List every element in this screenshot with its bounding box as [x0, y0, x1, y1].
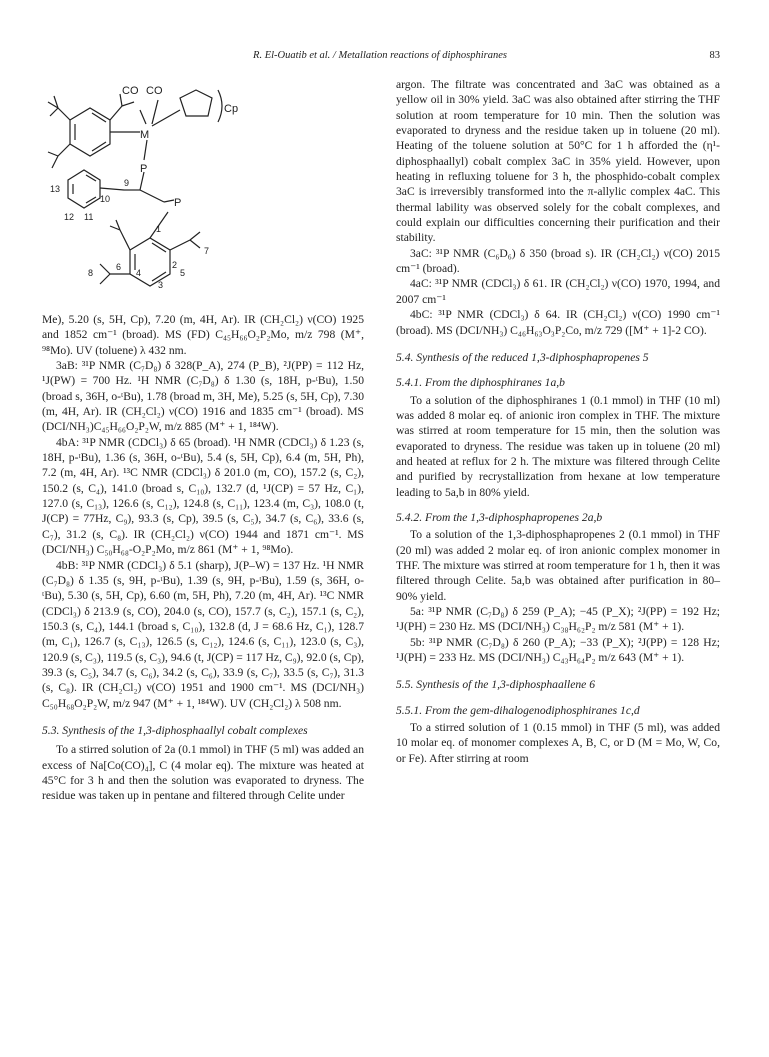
page-header: [40, 50, 720, 66]
paragraph-4bC: 4bC: ³¹P NMR (CDCl₃) δ 64. IR (CH₂Cl₂) ν(CO) 1990 cm⁻¹ (broad). MS (DCI/NH₃) C₄₆H₆₃O₃P₂Co, m/z 729 ([M⁺ + 1]-2 CO).: [396, 308, 720, 337]
atom-number-13: 13: [50, 184, 61, 194]
upper-aryl-ring: [70, 108, 110, 156]
section-heading-5-5: 5.5. Synthesis of the 1,3-diphosphaallene 6: [396, 678, 596, 692]
paragraph-4aC: 4aC: ³¹P NMR (CDCl₃) δ 61. IR (CH₂Cl₂) ν(CO) 1970, 1994, and 2007 cm⁻¹: [396, 277, 720, 306]
right-column: [396, 77, 720, 766]
atom-number-1: 1: [156, 224, 162, 234]
running-title: R. El-Ouatib et al. / Metallation reactions of diphosphiranes: [253, 50, 507, 61]
subsection-5-4-2-body: To a solution of the 1,3-diphosphapropenes 2 (0.1 mmol) in THF (20 ml) was added 2 molar eq. of iron anionic complex monomer in THF. The mixture was stirred at room temperature for 1 h, then it was filtered through Celite. 5a,b was obtained after purification in 80–90% yield.: [396, 528, 720, 603]
paragraph-4bB: 4bB: ³¹P NMR (CDCl₃) δ 5.1 (sharp), J(P–W) = 137 Hz. ¹H NMR (C₇D₈) δ 1.35 (s, 9H, p-ᵗBu), 1.39 (s, 9H, p-ᵗBu), 1.59 (s, 36H, o-ᵗBu), 5.30 (s, 5H, Cp), 6.60 (m, 5H, Ph), 7.20 (m, 4H, Ar). ¹³C NMR (CDCl₃) δ 213.9 (s, CO), 204.0 (s, CO), 157.7 (s, C₂), 157.1 (s, C₂), 150.3 (s, C₄), 144.1 (broad s, C₁₀), 132.8 (d, J = 68.6 Hz, C₁), 128.7 (m, C₁), 126.7 (s, C₁₃), 126.5 (s, C₁₂), 124.6 (s, C₁₁), 123.0 (s, C₃), 120.9 (s, C₃), 119.5 (s, C₃), 94.6 (t, J(CP) = 117 Hz, C₉), 92.0 (s, Cp), 39.3 (s, C₅), 34.7 (s, C₆), 34.2 (s, C₆), 33.9 (s, C₇), 33.5 (s, C₇), 31.3 (s, C₈). IR (CH₂Cl₂) ν(CO) 1951 and 1900 cm⁻¹. MS (DCI/NH₃) C₅₀H₆₈O₂P₂W, m/z 947 (M⁺ + 1, ¹⁸⁴W). UV (CH₂Cl₂) λ 508 nm.: [42, 558, 364, 710]
paragraph-3aC: 3aC: ³¹P NMR (C₆D₆) δ 350 (broad s). IR (CH₂Cl₂) ν(CO) 2015 cm⁻¹ (broad).: [396, 246, 720, 276]
subsection-5-5-1-body: To a stirred solution of 1 (0.15 mmol) in THF (5 ml), was added 10 molar eq. of monomer complexes A, B, C, or D (M = Mo, W, Co, or Fe). After stirring at room: [396, 721, 720, 765]
subsection-heading-5-4-2: 5.4.2. From the 1,3-diphosphapropenes 2a,b: [396, 510, 603, 524]
page-number: 83: [709, 50, 720, 61]
atom-number-8: 8: [88, 268, 94, 278]
cp-ring: [180, 90, 212, 116]
co-label-1: CO: [122, 85, 139, 97]
cp-label: Cp: [224, 103, 239, 115]
atom-number-4: 4: [136, 268, 142, 278]
section-heading-5-3: 5.3. Synthesis of the 1,3-diphosphaallyl cobalt complexes: [42, 723, 308, 737]
paragraph-3aA-continued: Me), 5.20 (s, 5H, Cp), 7.20 (m, 4H, Ar). IR (CH₂Cl₂) ν(CO) 1925 and 1852 cm⁻¹ (broad). MS (FD) C₄₅H₆₆O₂P₂Mo, m/z 798 (M⁺, ⁹⁸Mo). UV (toluene) λ 432 nm.: [42, 313, 364, 357]
atom-number-9: 9: [124, 178, 130, 188]
subsection-heading-5-5-1: 5.5.1. From the gem-dihalogenodiphosphiranes 1c,d: [396, 703, 640, 717]
atom-number-2: 2: [172, 260, 178, 270]
subsection-heading-5-4-1: 5.4.1. From the diphosphiranes 1a,b: [396, 376, 565, 390]
atom-number-3: 3: [158, 280, 164, 290]
subsection-5-4-1-body: To a solution of the diphosphiranes 1 (0.1 mmol) in THF (10 ml) was added 8 molar eq. of anionic iron complex in THF. The mixture was stirred at room temperature for 15 min, then the solution was evaporated to dryness. The residue was taken up in toluene (20 ml) and heated at reflux for 2 h. The mixture was filtered through Celite and purified by recrystallization from hexane at low temperature leading to 5a,b in 80% yield.: [396, 393, 720, 499]
section-5-3-body: To a stirred solution of 2a (0.1 mmol) in THF (5 ml) was added an excess of Na[Co(CO)₄], C (4 molar eq). The mixture was heated at 45°C for 3 h and then the solution was evaporated to dryness. The residue was taken up in pentane and filtered through Celite under: [42, 743, 364, 803]
atom-number-7: 7: [204, 246, 210, 256]
p-label-right: P: [174, 197, 182, 209]
chemical-structure-figure: [40, 80, 260, 300]
atom-number-6: 6: [116, 262, 122, 272]
paragraph-5b: 5b: ³¹P NMR (C₇D₈) δ 260 (P_A); −33 (P_X); ²J(PP) = 128 Hz; ¹J(PH) = 233 Hz. MS (DCI/NH₃) C₄₃H₆₄P₂ m/z 643 (M⁺ + 1).: [396, 635, 720, 665]
paragraph-5-3-continued: argon. The filtrate was concentrated and 3aC was obtained as a yellow oil in 30% yield. 3aC was also obtained after stirring the THF solution at room temperature for 10 min. Then the solution was evaporated to dryness and the residue taken up in toluene (20 ml). Heating of the toluene solution at 50°C for 1 h afforded the (η¹-diphosphaallyl) cobalt complex 3aC in 35% yield. However, upon heating in refluxing toluene for 3 h, the phosphido-cobalt complex 3aC is irreversibly transformed into the π-allylic complex 4aC. This thermal lability was observed solely for the cobalt complexes, and could explain our difficulties concerning their purification and their stability.: [396, 78, 720, 245]
atom-number-11: 11: [84, 212, 94, 222]
paragraph-3aB: 3aB: ³¹P NMR (C₇D₈) δ 328(P_A), 274 (P_B), ²J(PP) = 112 Hz, ¹J(PW) = 700 Hz. ¹H NMR (C₇D₈) δ 1.30 (s, 18H, p-ᵗBu), 1.50 (broad s, 36H, o-ᵗBu), 1.78 (broad m, 3H, Me), 5.25 (s, 5H, Cp), 7.30 (m, 4H, Ar). IR (CH₂Cl₂) ν(CO) 1916 and 1835 cm⁻¹ (broad). MS (DCI/NH₃)C₄₅H₆₆O₂P₂W, m/z 885 (M⁺ + 1, ¹⁸⁴W).: [42, 359, 364, 434]
paragraph-4bA: 4bA: ³¹P NMR (CDCl₃) δ 65 (broad). ¹H NMR (CDCl₃) δ 1.23 (s, 18H, p-ᵗBu), 1.36 (s, 36H, o-ᵗBu), 5.4 (s, 5H, Cp), 6.4 (m, 5H, Ph), 7.2 (m, 4H, Ar). ¹³C NMR (CDCl₃) δ 201.0 (m, CO), 157.2 (s, C₂), 150.2 (s, C₄), 141.0 (broad s, C₁₀), 132.7 (d, ¹J(CP) = 57 Hz, C₁), 127.0 (s, C₁₃), 126.6 (s, C₁₂), 124.8 (s, C₁₁), 123.4 (m, C₃), 108.0 (t, J(CP) = 77Hz, C₉), 93.3 (s, Cp), 39.5 (s, C₅), 34.7 (s, C₆), 33.6 (s, C₇), 31.2 (s, C₈). IR (CH₂Cl₂) ν(CO) 1944 and 1871 cm⁻¹. MS (DCI/NH₃) C₅₀H₆₈-O₂P₂Mo, m/z 861 (M⁺ + 1, ⁹⁸Mo).: [42, 435, 364, 557]
metal-label: M: [140, 129, 150, 141]
structure-drawing: [40, 80, 260, 300]
atom-number-12: 12: [64, 212, 75, 222]
atom-number-10: 10: [100, 194, 111, 204]
lower-aryl-ring: [130, 238, 170, 286]
section-heading-5-4: 5.4. Synthesis of the reduced 1,3-diphosphapropenes 5: [396, 350, 649, 364]
co-label-2: CO: [146, 85, 163, 97]
paragraph-5a: 5a: ³¹P NMR (C₇D₈) δ 259 (P_A); −45 (P_X); ²J(PP) = 192 Hz; ¹J(PH) = 230 Hz. MS (DCI/NH₃) C₃₈H₆₂P₂ m/z 581 (M⁺ + 1).: [396, 605, 720, 634]
left-column: [42, 312, 364, 804]
p-label-top: P: [140, 163, 148, 175]
atom-number-5: 5: [180, 268, 186, 278]
